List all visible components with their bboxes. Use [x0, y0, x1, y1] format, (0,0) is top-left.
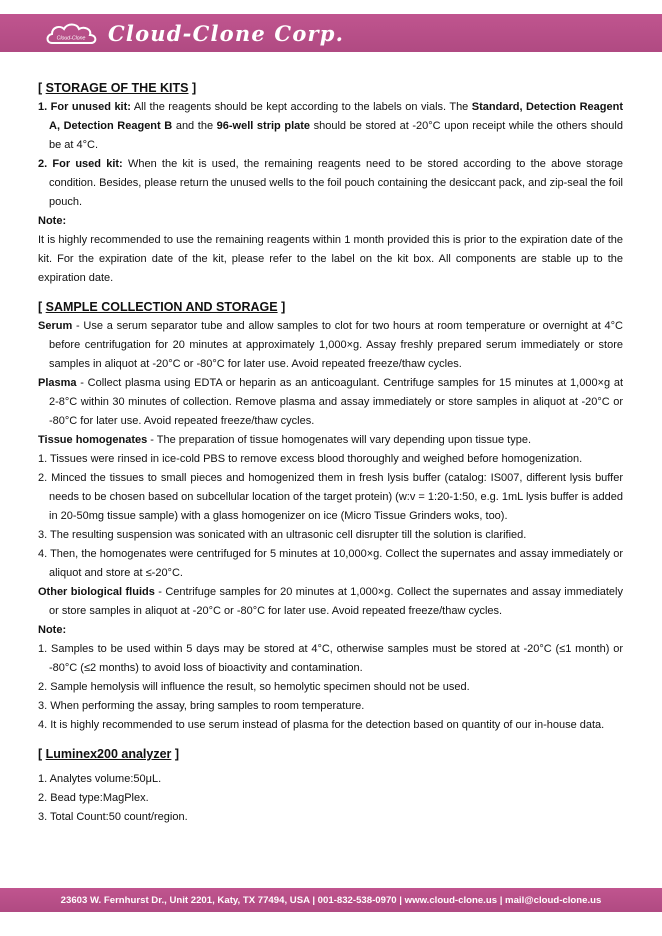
- sample-note: 2. Sample hemolysis will influence the result, so hemolytic specimen should not be used.: [38, 681, 470, 693]
- company-name: Cloud-Clone Corp.: [108, 20, 345, 46]
- sample-plasma: Plasma - Collect plasma using EDTA or heparin as an anticoagulant. Centrifuge samples for 15 minutes at 1,000×g at 2-8°C within 30 minutes of collection. Remove plasma and assay immediately or store samples in aliquot at -20°C or -80°C for later use. Avoid repeated freeze/thaw cycles.: [38, 377, 623, 427]
- page-footer: [0, 888, 662, 912]
- cloud-logo-icon: [44, 19, 100, 47]
- luminex-item: 3. Total Count:50 count/region.: [38, 811, 188, 823]
- svg-text:Cloud-Clone: Cloud-Clone: [56, 35, 86, 42]
- storage-item-unused: 1. For unused kit: All the reagents should be kept according to the labels on vials. The Standard, Detection Reagent A, Detection Reagent B and the 96-well strip plate should be stored at -20°C upon receipt while the others should be at 4°C.: [38, 101, 623, 151]
- page-content: [38, 78, 623, 827]
- page-header: [0, 14, 662, 52]
- section-title-sample: [ SAMPLE COLLECTION AND STORAGE ]: [38, 300, 286, 314]
- section-title-storage: [ STORAGE OF THE KITS ]: [38, 81, 197, 95]
- sample-serum: Serum - Use a serum separator tube and allow samples to clot for two hours at room temperature or overnight at 4°C before centrifugation for 20 minutes at approximately 1,000×g. Assay freshly prepared serum immediately or store samples in aliquot at -20°C or -80°C for later use. Avoid repeated freeze/thaw cycles.: [38, 320, 623, 370]
- tissue-step: 1. Tissues were rinsed in ice-cold PBS to remove excess blood thoroughly and weighed before homogenization.: [38, 453, 583, 465]
- tissue-step: 4. Then, the homogenates were centrifuged for 5 minutes at 10,000×g. Collect the supernates and assay immediately or aliquot and store at ≤-20°C.: [38, 548, 623, 579]
- sample-note: 3. When performing the assay, bring samples to room temperature.: [38, 700, 365, 712]
- section-title-luminex: [ Luminex200 analyzer ]: [38, 747, 180, 761]
- sample-note-label: Note:: [38, 624, 67, 636]
- tissue-step: 2. Minced the tissues to small pieces and homogenized them in fresh lysis buffer (catalog: IS007, different lysis buffer needs to be chosen based on subcellular location of the target protein) (w:v = 1:20-1:50, e.g. 1mL lysis buffer is added in 20-50mg tissue sample) with a glass homogenizer on ice (Micro Tissue Grinders woks, too).: [38, 472, 623, 522]
- tissue-step: 3. The resulting suspension was sonicated with an ultrasonic cell disrupter till the solution is clarified.: [38, 529, 527, 541]
- sample-other-fluids: Other biological fluids - Centrifuge samples for 20 minutes at 1,000×g. Collect the supernates and assay immediately or store samples in aliquot at -20°C or -80°C for later use. Avoid repeated freeze/thaw cycles.: [38, 586, 623, 617]
- storage-item-used: 2. For used kit: When the kit is used, the remaining reagents need to be stored according to the above storage condition. Besides, please return the unused wells to the foil pouch containing the desiccant pack, and zip-seal the foil pouch.: [38, 158, 623, 208]
- storage-note-label: Note:: [38, 215, 67, 227]
- sample-note: 1. Samples to be used within 5 days may be stored at 4°C, otherwise samples must be stored at -20°C (≤1 month) or -80°C (≤2 months) to avoid loss of bioactivity and contamination.: [38, 643, 623, 674]
- luminex-item: 2. Bead type:MagPlex.: [38, 792, 149, 804]
- company-logo: [44, 18, 344, 48]
- storage-note-text: It is highly recommended to use the remaining reagents within 1 month provided this is prior to the expiration date of the kit. For the expiration date of the kit, please refer to the label on the kit box. All components are stable up to the expiration date.: [38, 234, 623, 284]
- footer-contact: 23603 W. Fernhurst Dr., Unit 2201, Katy, TX 77494, USA | 001-832-538-0970 | www.cloud-clone.us | mail@cloud-clone.us: [60, 894, 602, 906]
- luminex-item: 1. Analytes volume:50μL.: [38, 773, 162, 785]
- sample-note: 4. It is highly recommended to use serum instead of plasma for the detection based on quantity of our in-house data.: [38, 719, 605, 731]
- sample-tissue: Tissue homogenates - The preparation of tissue homogenates will vary depending upon tissue type.: [38, 434, 532, 446]
